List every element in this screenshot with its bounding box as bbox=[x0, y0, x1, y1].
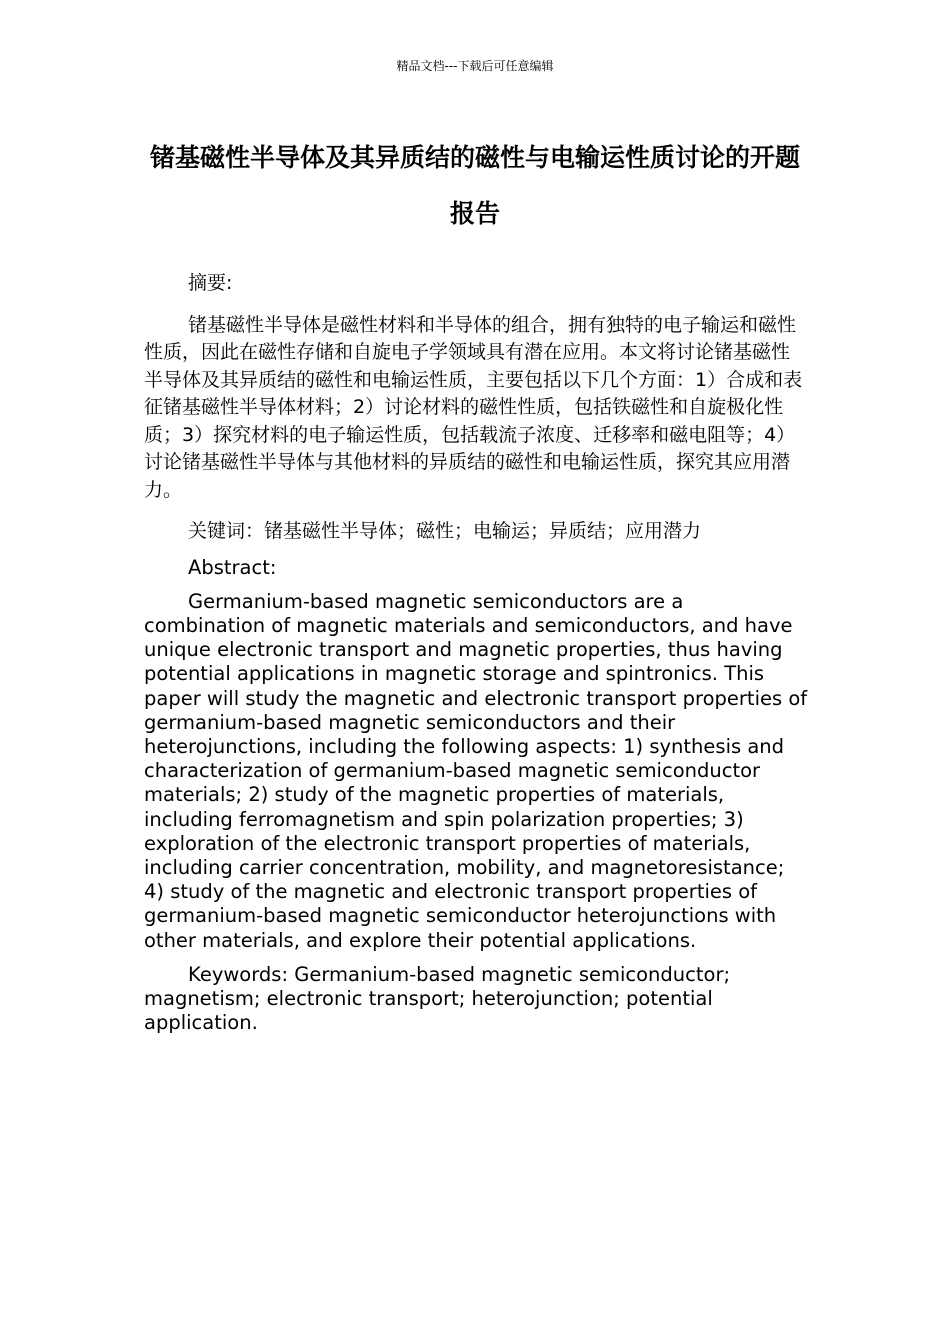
abstract-en-heading: Abstract: bbox=[188, 555, 277, 579]
keywords-zh: 关键词：锗基磁性半导体；磁性；电输运；异质结；应用潜力 bbox=[188, 520, 702, 542]
abstract-zh-body: 锗基磁性半导体是磁性材料和半导体的组合，拥有独特的电子输运和磁性性质，因此在磁性存储和自旋电子学领域具有潜在应用。本文将讨论锗基磁性半导体及其异质结的磁性和电输运性质，主要包括以下几个方面：1）合成和表征锗基磁性半导体材料；2）讨论材料的磁性性质，包括铁磁性和自旋极化性质；3）探究材料的电子输运性质，包括载流子浓度、迁移率和磁电阻等；4）讨论锗基磁性半导体与其他材料的异质结的磁性和电输运性质，探究其应用潜力。 bbox=[144, 313, 803, 501]
document-title: 锗基磁性半导体及其异质结的磁性与电输运性质讨论的开题报告 bbox=[149, 143, 800, 228]
abstract-zh-heading: 摘要: bbox=[188, 272, 233, 294]
abstract-en-body: Germanium-based magnetic semiconductors are a combination of magnetic materials and semiconductors, and have unique electronic transport and magnetic properties, thus having potential applications in magnetic storage and spintronics. This paper will study the magnetic and electronic transport properties of germanium-based magnetic semiconductors and their heterojunctions, including the following aspects: 1) synthesis and characterization of germanium-based magnetic semiconductor materials; 2) study of the magnetic properties of materials, including ferromagnetism and spin polarization properties; 3) exploration of the electronic transport properties of materials, including carrier concentration, mobility, and magnetoresistance; 4) study of the magnetic and electronic transport properties of germanium-based magnetic semiconductor heterojunctions with other materials, and explore their potential applications. bbox=[144, 589, 808, 952]
keywords-en: Keywords: Germanium-based magnetic semiconductor; magnetism; electronic transport; heterojunction; potential application. bbox=[144, 962, 731, 1035]
header-note: 精品文档---下载后可任意编辑 bbox=[396, 59, 554, 73]
document-body bbox=[144, 270, 808, 1035]
